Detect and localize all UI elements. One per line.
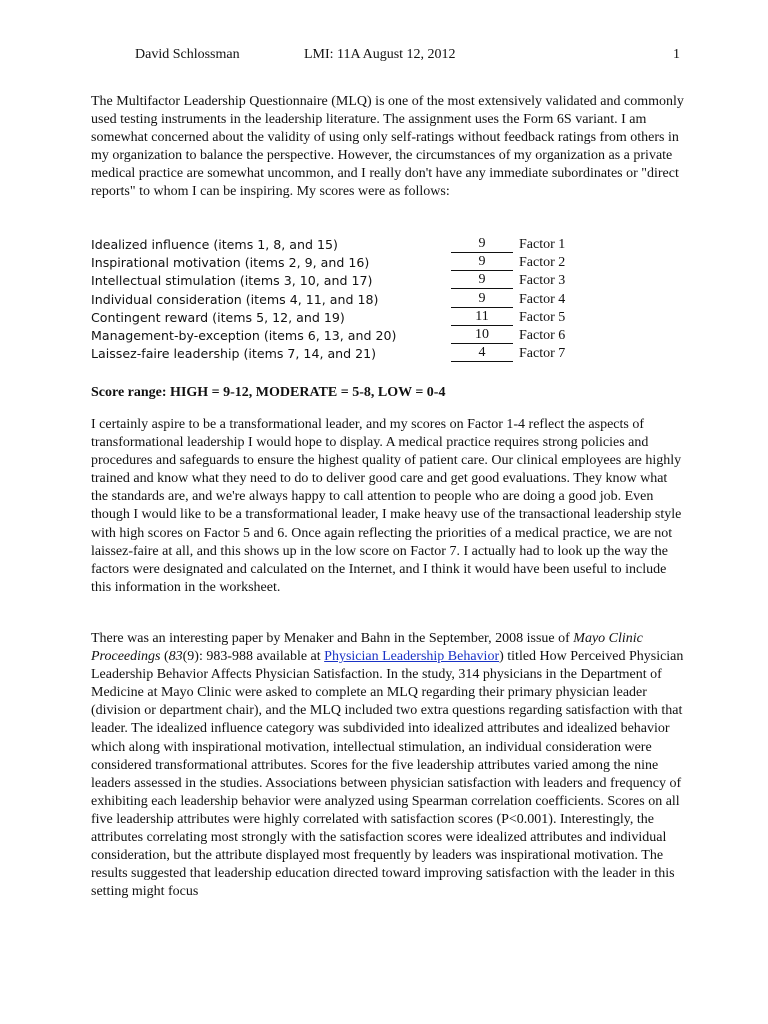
score-factor: Factor 2 [519,255,566,271]
score-value: 10 [451,327,513,344]
score-row [91,345,687,363]
score-factor: Factor 5 [519,309,566,325]
mayo-text-3: (9): 983-988 available at [182,649,325,665]
header-author: David Schlossman [135,47,240,62]
mayo-text-2: ( [160,649,169,665]
header-course-date: LMI: 11A August 12, 2012 [304,47,456,62]
score-value: 9 [451,254,513,271]
score-value: 9 [451,272,513,289]
mayo-text-4: ) titled How Perceived Physician Leadership Behavior Affects Physician Satisfaction. In the study, 314 physicians in the Department of Medicine at Mayo Clinic were asked to complete an MLQ regarding their primary physician leader (division or department chair), and the MLQ included two extra questions regarding satisfaction with that leader. The idealized influence category was subdivided into idealized attributes and idealized behavior which along with inspirational motivation, intellectual stimulation, an individual consideration were considered transformational attributes. Scores for the five leadership attributes varied among the nine leaders assessed in the studies. Associations between physician satisfaction with leaders and frequency of exhibiting each leadership behavior were analyzed using Spearman correlation coefficients. Scores on all five leadership attributes were highly correlated with satisfaction scores (P<0.001). Interestingly, the attributes correlating most strongly with the satisfaction scores were idealized attributes and individual consideration, but the attribute displayed most frequently by leaders was inspirational motivation. The results suggested that leadership education directed toward improving satisfaction with the leader in this setting might focus [91,649,684,900]
score-factor: Factor 7 [519,346,566,362]
score-label: Idealized influence (items 1, 8, and 15) [91,237,338,252]
score-row [91,236,687,254]
score-factor: Factor 3 [519,273,566,289]
page-header [135,47,680,65]
score-row [91,291,687,309]
score-value: 4 [451,345,513,362]
score-row [91,254,687,272]
score-range: Score range: HIGH = 9-12, MODERATE = 5-8, LOW = 0-4 [91,385,446,400]
score-value: 11 [451,309,513,326]
score-row [91,309,687,327]
physician-leadership-link[interactable]: Physician Leadership Behavior [324,649,500,665]
score-value: 9 [451,291,513,308]
score-factor: Factor 1 [519,237,566,252]
score-label: Intellectual stimulation (items 3, 10, and 17) [91,273,373,289]
score-value: 9 [451,236,513,253]
score-table [91,236,687,363]
score-row [91,327,687,345]
page-number: 1 [673,47,680,62]
score-label: Management-by-exception (items 6, 13, and 20) [91,327,397,343]
score-label: Laissez-faire leadership (items 7, 14, and 21) [91,346,377,362]
score-row [91,272,687,290]
score-label: Inspirational motivation (items 2, 9, and 16) [91,255,370,271]
journal-volume: 83 [168,649,183,665]
score-factor: Factor 6 [519,327,566,343]
score-label: Individual consideration (items 4, 11, and 18) [91,291,379,307]
score-factor: Factor 4 [519,291,566,307]
intro-paragraph: The Multifactor Leadership Questionnaire (MLQ) is one of the most extensively validated and commonly used testing instruments in the leadership literature. The assignment uses the Form 6S variant. I am somewhat concerned about the validity of using only self-ratings without feedback ratings from others in my organization to balance the perspective. However, the circumstances of my organization as a private medical practice are somewhat uncommon, and I really don't have any immediate subordinates or "direct reports" to whom I can be inspiring. My scores were as follows: [91,94,684,200]
mayo-study-paragraph [91,630,687,901]
score-label: Contingent reward (items 5, 12, and 19) [91,309,345,325]
transformational-paragraph: I certainly aspire to be a transformational leader, and my scores on Factor 1-4 reflect the aspects of transformational leadership I would hope to display. A medical practice requires strong policies and procedures and safeguards to ensure the highest quality of patient care. Our clinical employees are highly trained and know what they need to do to deliver good care and get good evaluations. They know what the standards are, and we're always happy to call attention to people who are doing a good job. Even though I would like to be a transformational leader, I make heavy use of the transactional leadership style with high scores on Factor 5 and 6. Once again reflecting the priorities of a medical practice, we are not laissez-faire at all, and this shows up in the low score on Factor 7. I actually had to look up the way the factors were designated and calculated on the Internet, and I think it would have been useful to include this information in the worksheet. [91,417,682,595]
mayo-text-1: There was an interesting paper by Menaker and Bahn in the September, 2008 issue of [91,631,574,646]
journal-title: Mayo Clinic Proceedings [91,631,643,665]
